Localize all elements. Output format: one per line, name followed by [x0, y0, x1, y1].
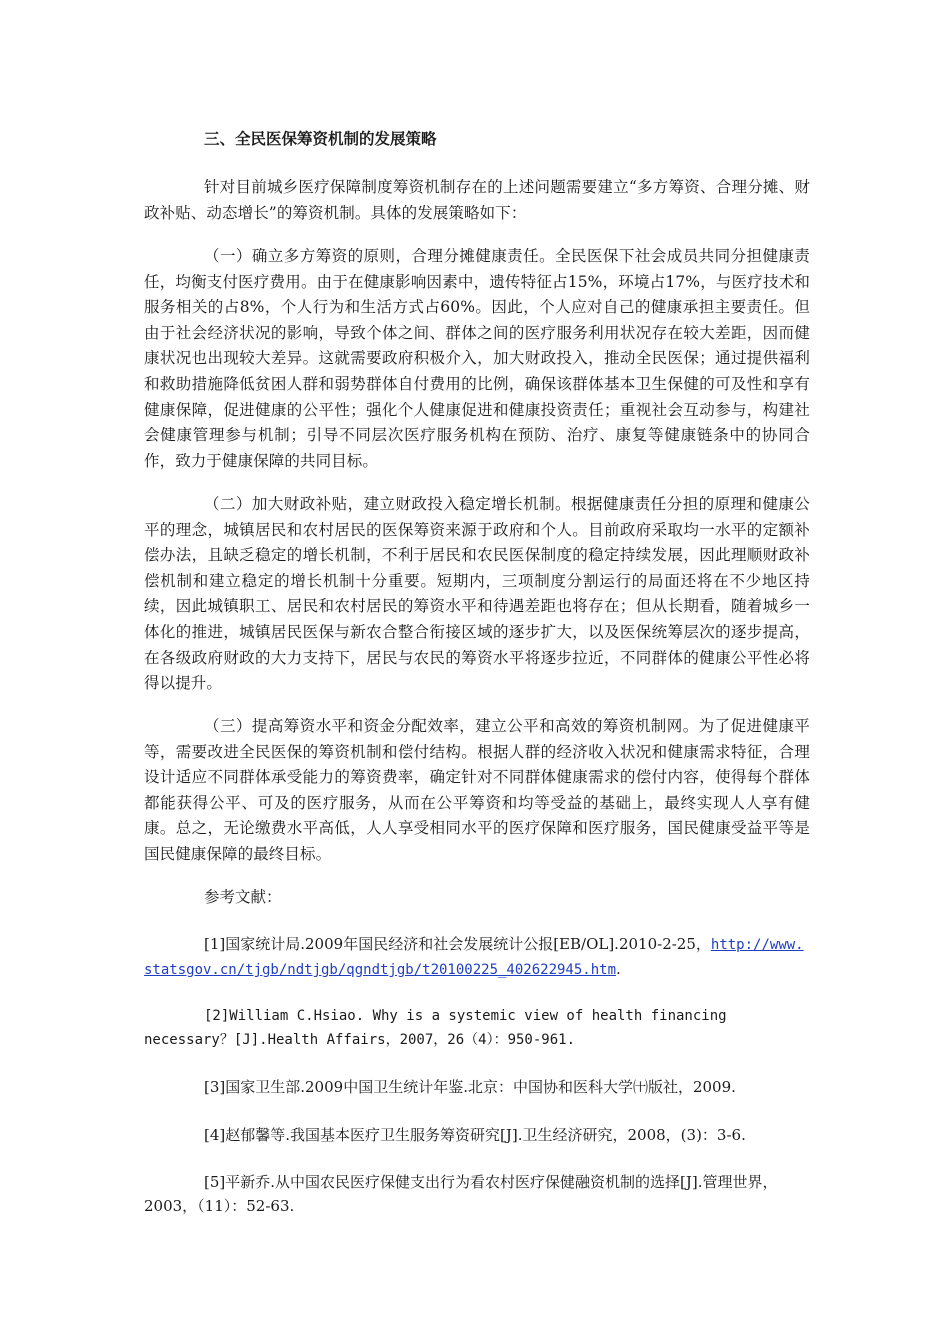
reference-1	[144, 932, 810, 982]
reference-5: [5]平新乔.从中国农民医疗保健支出行为看农村医疗保健融资机制的选择[J].管理世界，2003，（11）：52-63.	[144, 1173, 778, 1215]
reference-1-link[interactable]: http://www.statsgov.cn/tjgb/ndtjgb/qgndtjgb/t20100225_402622945.htm	[144, 937, 804, 978]
reference-1-end: .	[616, 960, 621, 978]
references-title: 参考文献：	[204, 888, 282, 906]
reference-3: [3]国家卫生部.2009中国卫生统计年鉴.北京：中国协和医科大学㈩版社，2009.	[204, 1078, 736, 1096]
reference-1-text: [1]国家统计局.2009年国民经济和社会发展统计公报[EB/OL].2010-2-25，	[204, 935, 711, 953]
reference-2: [2]William C.Hsiao. Why is a systemic view of health financing necessary？[J].Health Affairs，2007，26（4）：950-961.	[144, 1008, 727, 1048]
intro-paragraph: 针对目前城乡医疗保障制度筹资机制存在的上述问题需要建立“多方筹资、合理分摊、财政补贴、动态增长”的筹资机制。具体的发展策略如下：	[144, 178, 810, 222]
reference-4: [4]赵郁馨等.我国基本医疗卫生服务筹资研究[J].卫生经济研究，2008，(3)：3-6.	[204, 1126, 746, 1144]
paragraph-2: （二）加大财政补贴，建立财政投入稳定增长机制。根据健康责任分担的原理和健康公平的理念，城镇居民和农村居民的医保筹资来源于政府和个人。目前政府采取均一水平的定额补偿办法，且缺乏稳定的增长机制，不利于居民和农民医保制度的稳定持续发展，因此理顺财政补偿机制和建立稳定的增长机制十分重要。短期内，三项制度分割运行的局面还将在不少地区持续，因此城镇职工、居民和农村居民的筹资水平和待遇差距也将存在；但从长期看，随着城乡一体化的推进，城镇居民医保与新农合整合衔接区域的逐步扩大，以及医保统筹层次的逐步提高，在各级政府财政的大力支持下，居民与农民的筹资水平将逐步拉近，不同群体的健康公平性必将得以提升。	[144, 495, 810, 693]
paragraph-3: （三）提高筹资水平和资金分配效率，建立公平和高效的筹资机制网。为了促进健康平等，需要改进全民医保的筹资机制和偿付结构。根据人群的经济收入状况和健康需求特征，合理设计适应不同群体承受能力的筹资费率，确定针对不同群体健康需求的偿付内容，使得每个群体都能获得公平、可及的医疗服务，从而在公平筹资和均等受益的基础上，最终实现人人享有健康。总之，无论缴费水平高低，人人享受相同水平的医疗保障和医疗服务，国民健康受益平等是国民健康保障的最终目标。	[144, 717, 810, 863]
section-heading: 三、全民医保筹资机制的发展策略	[204, 130, 437, 148]
paragraph-1: （一）确立多方筹资的原则，合理分摊健康责任。全民医保下社会成员共同分担健康责任，均衡支付医疗费用。由于在健康影响因素中，遗传特征占15%，环境占17%，与医疗技术和服务相关的占8%，个人行为和生活方式占60%。因此，个人应对自己的健康承担主要责任。但由于社会经济状况的影响，导致个体之间、群体之间的医疗服务利用状况存在较大差距，因而健康状况也出现较大差异。这就需要政府积极介入，加大财政投入，推动全民医保；通过提供福利和救助措施降低贫困人群和弱势群体自付费用的比例，确保该群体基本卫生保健的可及性和享有健康保障，促进健康的公平性；强化个人健康促进和健康投资责任；重视社会互动参与，构建社会健康管理参与机制；引导不同层次医疗服务机构在预防、治疗、康复等健康链条中的协同合作，致力于健康保障的共同目标。	[144, 247, 810, 470]
